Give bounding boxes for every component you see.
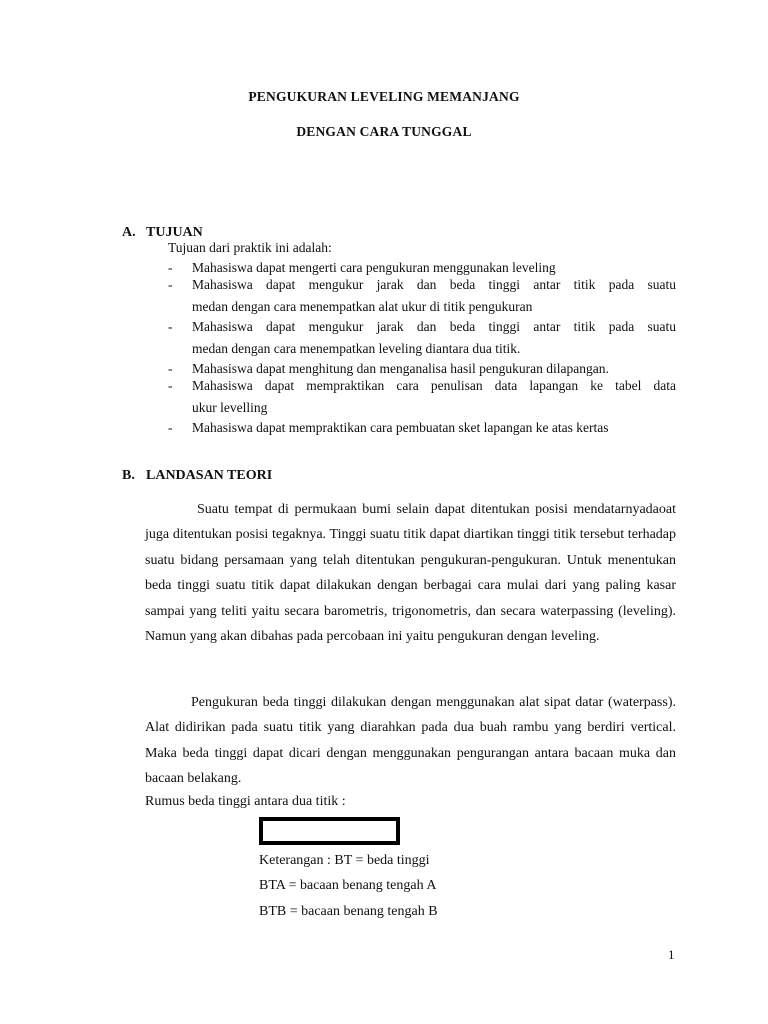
section-a-intro: Tujuan dari praktik ini adalah:: [168, 240, 332, 255]
list-dash: -: [168, 277, 173, 292]
legend-line: Keterangan : BT = beda tinggi: [259, 853, 430, 868]
list-dash: -: [168, 420, 173, 435]
paragraph-2: [145, 690, 676, 792]
document-title-line-1: PENGUKURAN LEVELING MEMANJANG: [248, 89, 520, 104]
list-dash: -: [168, 260, 173, 275]
document-title-line-2: DENGAN CARA TUNGGAL: [296, 124, 472, 139]
list-item-text: Mahasiswa dapat mempraktikan cara penulisan data lapangan ke tabel data: [192, 378, 676, 393]
list-dash: -: [168, 319, 173, 334]
section-b-title: LANDASAN TEORI: [146, 468, 273, 483]
formula-intro: Rumus beda tinggi antara dua titik :: [145, 794, 346, 809]
section-b-letter: B.: [122, 468, 135, 483]
formula-image-placeholder: [259, 817, 400, 845]
paragraph-1: [145, 497, 676, 649]
list-item: [168, 318, 676, 357]
list-item-text: Mahasiswa dapat menghitung dan menganalisa hasil pengukuran dilapangan.: [192, 361, 609, 376]
legend-line: BTB = bacaan benang tengah B: [259, 904, 438, 919]
paragraph-2-text: Pengukuran beda tinggi dilakukan dengan menggunakan alat sipat datar (waterpass). Alat didirikan pada suatu titik yang diarahkan pada dua buah rambu yang berdiri vertical. Maka beda tinggi dapat dicari dengan menggunakan pengurangan antara bacaan muka dan bacaan belakang.: [145, 695, 676, 787]
list-item-text: Mahasiswa dapat mengukur jarak dan beda tinggi antar titik pada suatu: [192, 319, 676, 334]
list-item-text: Mahasiswa dapat mengukur jarak dan beda tinggi antar titik pada suatu: [192, 277, 676, 292]
list-item: [168, 360, 676, 377]
list-item-continuation: ukur levelling: [192, 400, 268, 415]
list-item: [168, 276, 676, 315]
paragraph-1-text: Suatu tempat di permukaan bumi selain dapat ditentukan posisi mendatarnyadaoat juga ditentukan posisi tegaknya. Tinggi suatu titik dapat diartikan tinggi titik tersebut terhadap suatu bidang persamaan yang telah ditentukan pengukuran-pengukuran. Untuk menentukan beda tinggi suatu titik dapat dilakukan dengan berbagai cara mulai dari yang paling kasar sampai yang teliti yaitu secara barometris, trigonometris, dan secara waterpassing (leveling). Namun yang akan dibahas pada percobaan ini yaitu pengukuran dengan leveling.: [145, 502, 676, 645]
legend-line: BTA = bacaan benang tengah A: [259, 878, 437, 893]
section-a-letter: A.: [122, 225, 136, 240]
list-item: [168, 419, 676, 436]
page-number: 1: [668, 947, 675, 962]
list-dash: -: [168, 378, 173, 393]
list-dash: -: [168, 361, 173, 376]
section-a-title: TUJUAN: [146, 225, 203, 240]
list-item: [168, 259, 676, 276]
list-item-text: Mahasiswa dapat mempraktikan cara pembuatan sket lapangan ke atas kertas: [192, 420, 609, 435]
list-item-continuation: medan dengan cara menempatkan alat ukur di titik pengukuran: [192, 299, 533, 314]
section-b-heading: [122, 468, 272, 484]
list-item-continuation: medan dengan cara menempatkan leveling diantara dua titik.: [192, 341, 521, 356]
list-item: [168, 377, 676, 416]
list-item-text: Mahasiswa dapat mengerti cara pengukuran menggunakan leveling: [192, 260, 556, 275]
section-a-heading: [122, 225, 203, 241]
